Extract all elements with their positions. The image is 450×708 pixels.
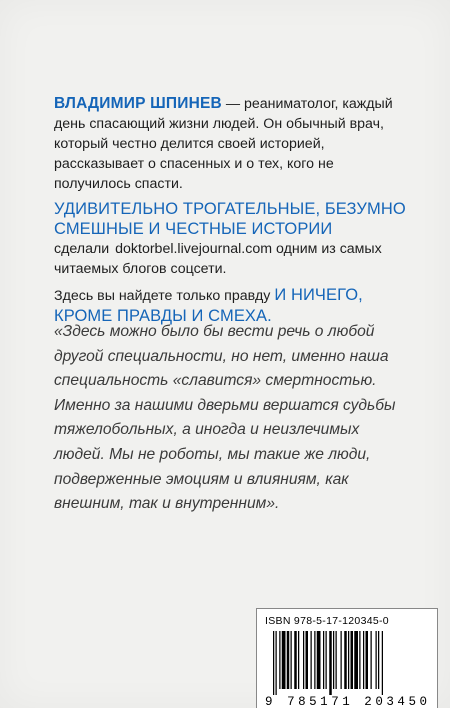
barcode-bar	[329, 631, 332, 695]
barcode-bar	[376, 631, 377, 689]
barcode-bar	[371, 631, 372, 689]
isbn-barcode-box	[256, 608, 438, 708]
barcode-bar	[306, 631, 309, 689]
barcode-bar	[323, 631, 324, 689]
barcode-bar	[317, 631, 321, 689]
barcode-bar	[336, 631, 337, 689]
barcode-bar	[311, 631, 312, 689]
barcode-bar	[333, 631, 334, 689]
barcode-bar	[363, 631, 364, 689]
barcode-bar	[382, 631, 383, 695]
barcode-bar	[276, 631, 277, 695]
author-intro: — реаниматолог, каждый день спасающий жизни людей. Он обычный врач, который честно делится своей историей, рассказывает о спасенных и о тех, кого не получилось спасти.	[54, 96, 393, 192]
made-text: сделали	[54, 241, 110, 257]
barcode-bar	[351, 631, 354, 689]
barcode-digits: 9 785171 203450	[265, 695, 427, 707]
barcode-bar	[366, 631, 369, 689]
author-bio	[54, 94, 414, 327]
barcode-bar	[294, 631, 297, 689]
barcode-bar	[326, 631, 327, 689]
quote-paragraph: «Здесь можно было бы вести речь о любой другой специальности, но нет, именно наша специальность «славится» смертностью. Именно за нашими дверьми вершатся судьбы тяжелобольных, а иногда и неизлечимых людей. Мы не роботы, мы такие же люди, подверженные эмоциям и влияниям, как внешним, так и внутренним».	[54, 323, 396, 513]
barcode-bar	[341, 631, 342, 689]
highlight-truth: И НИЧЕГО, КРОМЕ ПРАВДЫ И СМЕХА.	[54, 286, 363, 325]
barcode-bar	[282, 631, 286, 689]
barcode-bar	[291, 631, 292, 689]
blog-link[interactable]: doktorbel.livejournal.com	[115, 241, 273, 257]
barcode-bar	[303, 631, 304, 689]
barcode-bar	[348, 631, 349, 689]
barcode-bar	[354, 631, 358, 689]
barcode-bar	[378, 631, 379, 689]
isbn-label: ISBN 978-5-17-120345-0	[265, 615, 389, 627]
barcode-bar	[287, 631, 290, 689]
truth-lead: Здесь вы найдете только правду	[54, 288, 275, 304]
barcode-bar	[314, 631, 315, 689]
blog-text: одним из самых читаемых блогов соцсети.	[54, 241, 382, 277]
barcode-bar	[344, 631, 347, 689]
highlight-stories: УДИВИТЕЛЬНО ТРОГАТЕЛЬНЫЕ, БЕЗУМНО СМЕШНЫЕ И ЧЕСТНЫЕ ИСТОРИИ	[54, 200, 406, 238]
barcode-icon	[263, 629, 431, 707]
barcode-bar	[279, 631, 280, 689]
barcode-bar	[273, 631, 274, 695]
barcode-bar	[298, 631, 299, 689]
author-name: ВЛАДИМИР ШПИНЕВ	[54, 95, 222, 112]
barcode-bar	[359, 631, 360, 689]
